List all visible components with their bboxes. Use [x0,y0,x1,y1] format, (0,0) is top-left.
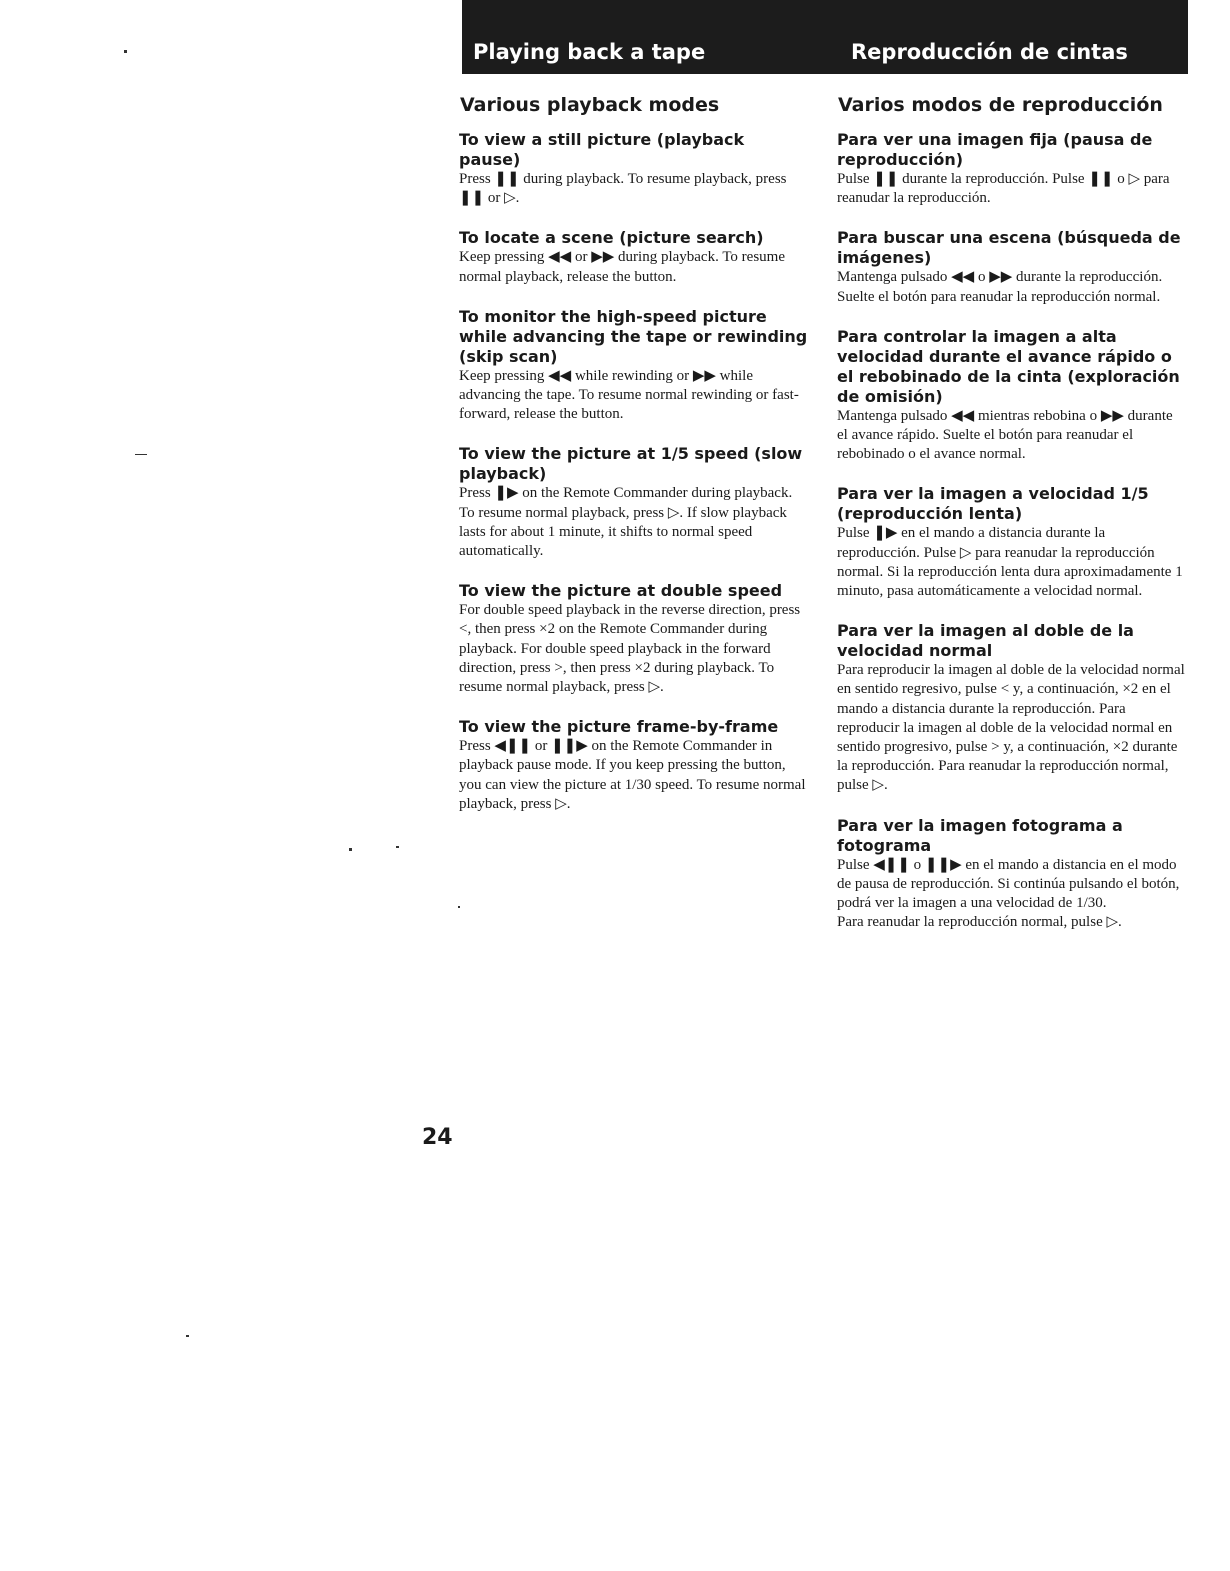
scan-speck [349,848,352,851]
mode-description: Mantenga pulsado ◀◀ mientras rebobina o ▶▶ durante el avance rápido. Suelte el botón para reanudar el rebobinado o el avance normal. [837,407,1173,463]
mode-description: Keep pressing ◀◀ or ▶▶ during playback. To resume normal playback, release the button. [459,249,785,285]
mode-block [459,307,809,425]
mode-description: For double speed playback in the reverse direction, press <, then press ×2 on the Remote Commander during playback. For double speed playback in the forward direction, press >, then press ×2 during playback. To resume normal playback, press ▷. [459,602,801,696]
scan-speck [135,454,147,455]
mode-description: Press ❚▶ on the Remote Commander during playback. To resume normal playback, press ▷. If slow playback lasts for about 1 minute, it shifts to normal speed automatically. [459,485,793,560]
mode-heading: Para buscar una escena (búsqueda de imágenes) [837,228,1181,268]
mode-description: Pulse ❚❚ durante la reproducción. Pulse ❚❚ o ▷ para reanudar la reproducción. [837,171,1170,207]
mode-description: Press ◀❚❚ or ❚❚▶ on the Remote Commander in playback pause mode. If you keep pressing the button, you can view the picture at 1/30 speed. To resume normal playback, press ▷. [459,738,806,812]
mode-description: Pulse ◀❚❚ o ❚❚▶ en el mando a distancia en el modo de pausa de reproducción. Si continúa pulsando el botón, podrá ver la imagen a una velocidad de 1/30. [837,856,1180,912]
mode-heading: To view a still picture (playback pause) [459,130,745,169]
scan-speck [396,846,399,848]
mode-description: Para reproducir la imagen al doble de la velocidad normal en sentido regresivo, pulse < y, a continuación, ×2 en el mando a distancia durante la reproducción. Para reproducir la imagen al doble de la velocidad normal en sentido progresivo, pulse > y, a continuación, ×2 durante la reproducción. Para reanudar la reproducción normal, pulse ▷. [837,662,1185,794]
scan-speck [124,50,127,53]
scan-speck [458,906,460,908]
mode-heading: To view the picture at double speed [459,581,783,601]
mode-heading: To view the picture at 1/5 speed (slow playback) [459,444,803,484]
section-title-spanish: Varios modos de reproducción [838,94,1163,116]
header-title-spanish: Reproducción de cintas [851,40,1128,64]
mode-heading: To view the picture frame-by-frame [459,717,779,737]
mode-block [837,484,1187,601]
header-title-english: Playing back a tape [473,40,706,64]
mode-heading: Para ver una imagen fija (pausa de reproducción) [837,130,1153,169]
mode-heading: Para ver la imagen a velocidad 1/5 (reproducción lenta) [837,484,1149,524]
mode-block [459,717,809,814]
english-column [459,92,809,834]
mode-description: Pulse ❚▶ en el mando a distancia durante la reproducción. Pulse ▷ para reanudar la reproducción normal. Si la reproducción lenta dura aproximadamente 1 minuto, pasa automáticamente a velocidad normal. [837,525,1183,600]
mode-description: Press ❚❚ during playback. To resume playback, press ❚❚ or ▷. [459,171,787,207]
mode-description: Keep pressing ◀◀ while rewinding or ▶▶ while advancing the tape. To resume normal rewinding or fast-forward, release the button. [459,367,799,423]
mode-block [837,228,1187,306]
mode-heading: To monitor the high-speed picture while advancing the tape or rewinding (skip scan) [459,306,808,366]
section-title-english: Various playback modes [460,94,720,116]
mode-block [837,130,1187,208]
mode-block [459,228,809,286]
mode-block [837,327,1187,465]
scan-speck [186,1335,189,1337]
spanish-column [837,92,1187,952]
mode-heading: Para ver la imagen fotograma a fotograma [837,815,1123,855]
mode-heading: To locate a scene (picture search) [459,228,764,248]
english-blocks [459,130,809,814]
mode-block [459,444,809,561]
mode-block [459,130,809,208]
mode-description: Mantenga pulsado ◀◀ o ▶▶ durante la reproducción. Suelte el botón para reanudar la reproducción normal. [837,269,1163,305]
mode-block [837,816,1187,933]
spanish-blocks [837,130,1187,932]
mode-heading: Para ver la imagen al doble de la velocidad normal [837,621,1134,661]
mode-block [837,621,1187,795]
mode-description: Para reanudar la reproducción normal, pulse ▷. [837,914,1122,931]
mode-heading: Para controlar la imagen a alta velocidad durante el avance rápido o el rebobinado de la cinta (exploración de omisión) [837,326,1180,406]
mode-block [459,581,809,697]
page-number: 24 [422,1125,453,1150]
